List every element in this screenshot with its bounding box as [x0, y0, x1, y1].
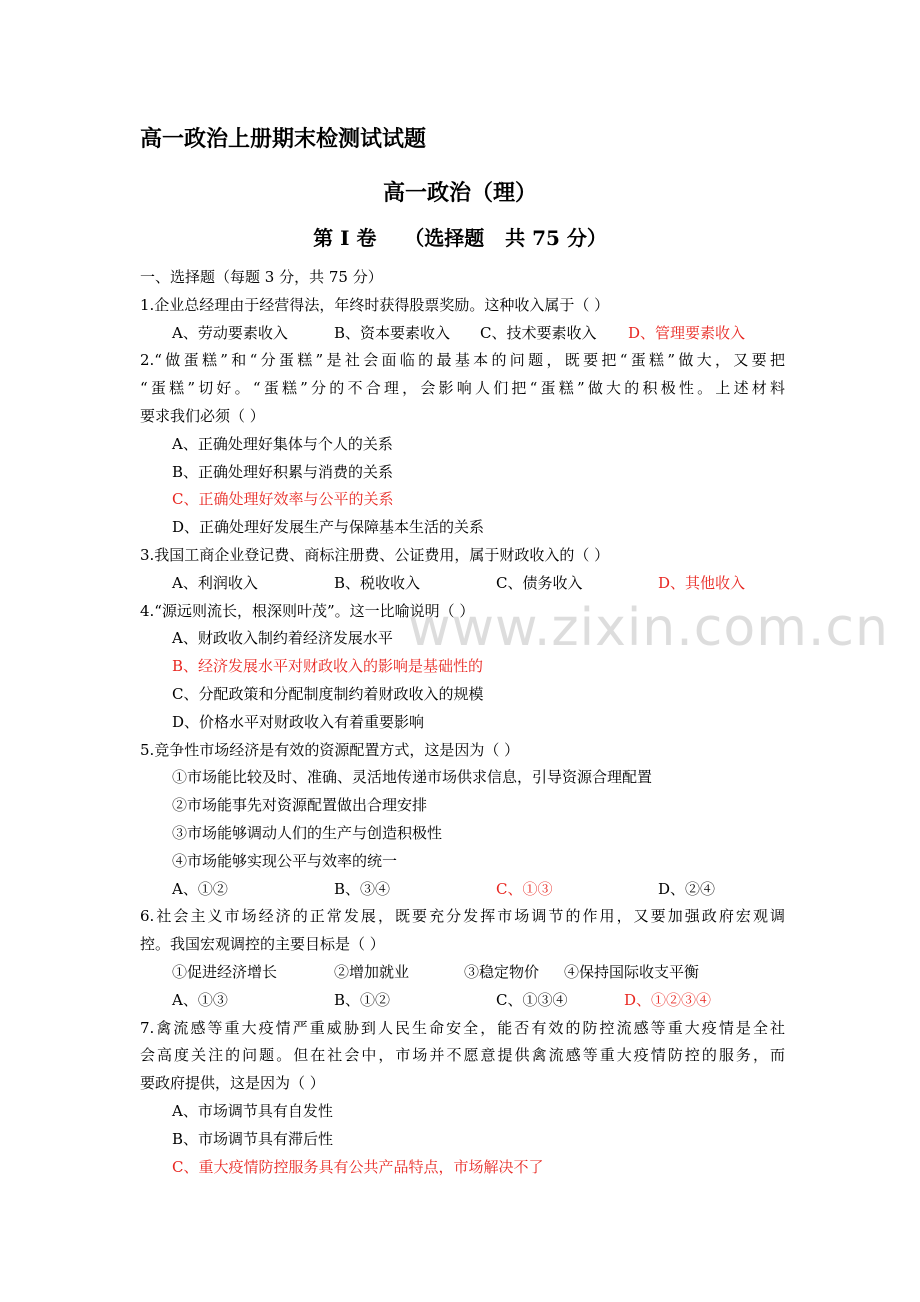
q4-option-b: B、经济发展水平对财政收入的影响是基础性的 [172, 657, 484, 676]
document-title: 高一政治上册期末检测试试题 [140, 127, 427, 152]
q7-stem-line-1: 7.禽流感等重大疫情严重威胁到人民生命安全，能否有效的防控流感等重大疫情是全社 [140, 1018, 785, 1037]
q5-item-4: ④市场能够实现公平与效率的统一 [172, 851, 398, 870]
q5-stem: 5.竞争性市场经济是有效的资源配置方式，这是因为（ ） [140, 740, 520, 759]
q5-option-c: C、①③ [496, 879, 553, 898]
q6-items [140, 959, 785, 987]
q6-option-c: C、①③④ [496, 990, 568, 1009]
q6-option-a: A、①③ [172, 990, 228, 1009]
q1-option-b: B、资本要素收入 [334, 323, 451, 342]
q5-option-b: B、③④ [334, 879, 391, 898]
q6-item-3: ③稳定物价 [464, 962, 540, 981]
q6-option-d: D、①②③④ [624, 990, 712, 1009]
watermark-text: www.zixin.com.cn [408, 598, 889, 658]
q5-option-d: D、②④ [658, 879, 716, 898]
q2-option-b: B、正确处理好积累与消费的关系 [172, 462, 394, 481]
q6-stem-line-1: 6.社会主义市场经济的正常发展，既要充分发挥市场调节的作用，又要加强政府宏观调 [140, 907, 785, 926]
q5-option-a: A、①② [172, 879, 228, 898]
q1-stem: 1.企业总经理由于经营得法，年终时获得股票奖励。这种收入属于（ ） [140, 295, 610, 314]
q6-stem-line-2: 控。我国宏观调控的主要目标是（ ） [140, 935, 385, 954]
q2-stem-line-3: 要求我们必须（ ） [140, 406, 265, 425]
q3-option-a: A、利润收入 [172, 573, 258, 592]
section-heading: 一、选择题（每题 3 分，共 75 分） [140, 268, 383, 286]
q2-option-c: C、正确处理好效率与公平的关系 [172, 490, 394, 509]
q6-item-2: ②增加就业 [334, 962, 410, 981]
q7-option-a: A、市场调节具有自发性 [172, 1101, 333, 1120]
q1-option-a: A、劳动要素收入 [172, 323, 288, 342]
q2-option-d: D、正确处理好发展生产与保障基本生活的关系 [172, 518, 485, 537]
q2-option-a: A、正确处理好集体与个人的关系 [172, 434, 393, 453]
q6-item-4: ④保持国际收支平衡 [564, 962, 700, 981]
q7-option-c: C、重大疫情防控服务具有公共产品特点，市场解决不了 [172, 1157, 544, 1176]
q7-stem-line-2: 会高度关注的问题。但在社会中，市场并不愿意提供禽流感等重大疫情防控的服务，而 [140, 1046, 785, 1065]
q5-item-3: ③市场能够调动人们的生产与创造积极性 [172, 823, 443, 842]
q6-item-1: ①促进经济增长 [172, 962, 278, 981]
q3-option-c: C、债务收入 [496, 573, 583, 592]
q7-option-b: B、市场调节具有滞后性 [172, 1129, 334, 1148]
q5-options [140, 876, 785, 904]
q3-stem: 3.我国工商企业登记费、商标注册费、公证费用，属于财政收入的（ ） [140, 545, 610, 564]
q5-item-1: ①市场能比较及时、准确、灵活地传递市场供求信息，引导资源合理配置 [172, 768, 653, 787]
q4-option-c: C、分配政策和分配制度制约着财政收入的规模 [172, 684, 484, 703]
q3-option-b: B、税收收入 [334, 573, 421, 592]
q7-stem-line-3: 要政府提供，这是因为（ ） [140, 1074, 325, 1093]
q1-option-d: D、管理要素收入 [628, 323, 746, 342]
q6-options [140, 987, 785, 1015]
q4-option-d: D、价格水平对财政收入有着重要影响 [172, 712, 425, 731]
subject-title: 高一政治（理） [382, 181, 537, 206]
q1-option-c: C、技术要素收入 [480, 323, 597, 342]
q3-option-d: D、其他收入 [658, 573, 746, 592]
volume-title: 第 I 卷 （选择题 共 75 分） [313, 226, 607, 250]
q1-options [140, 320, 785, 348]
q4-stem: 4.“源远则流长，根深则叶茂”。这一比喻说明（ ） [140, 601, 475, 620]
q4-option-a: A、财政收入制约着经济发展水平 [172, 629, 393, 648]
q2-stem-line-1: 2.“做蛋糕”和“分蛋糕”是社会面临的最基本的问题，既要把“蛋糕”做大，又要把 [140, 351, 785, 370]
q3-options [140, 570, 785, 598]
q6-option-b: B、①② [334, 990, 391, 1009]
q2-stem-line-2: “蛋糕”切好。“蛋糕”分的不合理，会影响人们把“蛋糕”做大的积极性。上述材料 [140, 379, 785, 398]
question-list [140, 264, 785, 1181]
q5-item-2: ②市场能事先对资源配置做出合理安排 [172, 796, 428, 815]
